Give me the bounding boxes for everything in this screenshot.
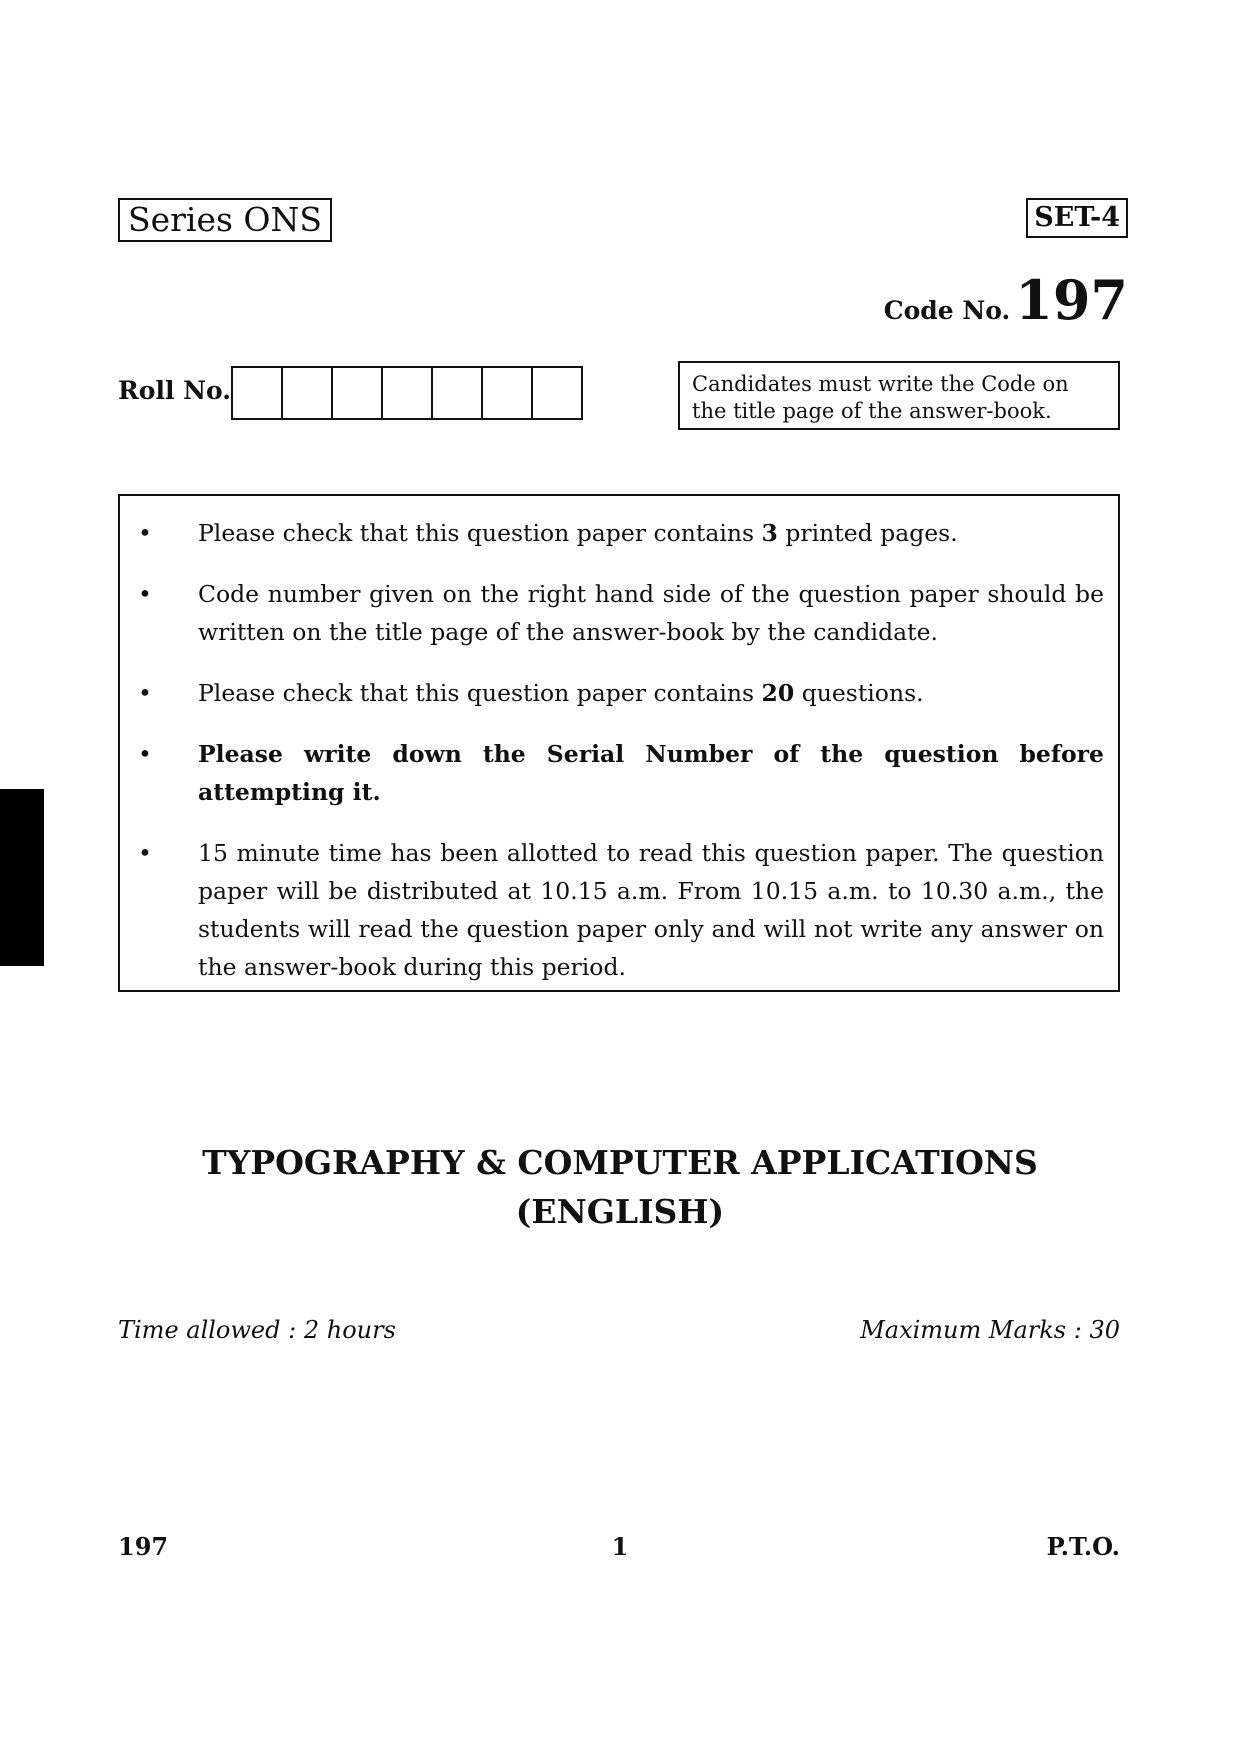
code-label: Code No. (883, 296, 1011, 325)
bullet-icon: • (138, 740, 152, 768)
instruction-text-part: Please check that this question paper contains (198, 679, 762, 707)
bullet-icon: • (138, 679, 152, 707)
code-number-block (884, 270, 1128, 330)
roll-cell (433, 368, 483, 418)
instruction-text (198, 514, 1104, 552)
instruction-text-part: 15 minute time has been allotted to read this question paper. The question paper will be distributed at 10.15 a.m. From 10.15 a.m. to 10.30 a.m., the students will read the question paper only and will not write any answer on the answer-book during this period. (198, 839, 1104, 981)
roll-cell (233, 368, 283, 418)
roll-cell (283, 368, 333, 418)
roll-label: Roll No. (118, 376, 231, 405)
series-label: Series ONS (118, 198, 332, 242)
page-number: 1 (611, 1532, 629, 1561)
bullet-icon: • (138, 580, 152, 608)
instruction-text-part: Code number given on the right hand side of the question paper should be written on the title page of the answer-book by the candidate. (198, 580, 1104, 646)
instruction-item (132, 834, 1104, 986)
roll-cell (383, 368, 433, 418)
code-note: Candidates must write the Code on the title page of the answer-book. (678, 361, 1120, 430)
bullet-icon: • (138, 839, 152, 867)
set-label: SET-4 (1026, 198, 1128, 238)
footer-code: 197 (118, 1532, 169, 1561)
code-number: 197 (1015, 268, 1128, 332)
roll-cell (533, 368, 581, 418)
roll-cell (483, 368, 533, 418)
roll-number-boxes (231, 366, 583, 420)
pto-label: P.T.O. (1046, 1532, 1120, 1561)
instruction-item (132, 674, 1104, 712)
bullet-icon: • (138, 519, 152, 547)
instruction-count: 3 (761, 519, 778, 547)
instructions-box (118, 494, 1120, 992)
instruction-text-part: questions. (794, 679, 924, 707)
instruction-text (198, 735, 1104, 811)
instruction-count: 20 (761, 679, 795, 707)
instruction-text (198, 575, 1104, 651)
instruction-text (198, 834, 1104, 986)
instruction-text-part: Please check that this question paper contains (198, 519, 762, 547)
instruction-item (132, 735, 1104, 811)
instruction-item (132, 514, 1104, 552)
time-allowed: Time allowed : 2 hours (118, 1316, 396, 1344)
subject-language: (ENGLISH) (515, 1192, 725, 1231)
instruction-text-part: printed pages. (777, 519, 958, 547)
instruction-item (132, 575, 1104, 651)
maximum-marks: Maximum Marks : 30 (860, 1316, 1120, 1344)
side-marker (0, 789, 44, 966)
roll-cell (333, 368, 383, 418)
instruction-text-part: Please write down the Serial Number of the question before attempting it. (198, 740, 1104, 806)
subject-title: TYPOGRAPHY & COMPUTER APPLICATIONS (202, 1143, 1038, 1182)
instruction-text (198, 674, 1104, 712)
